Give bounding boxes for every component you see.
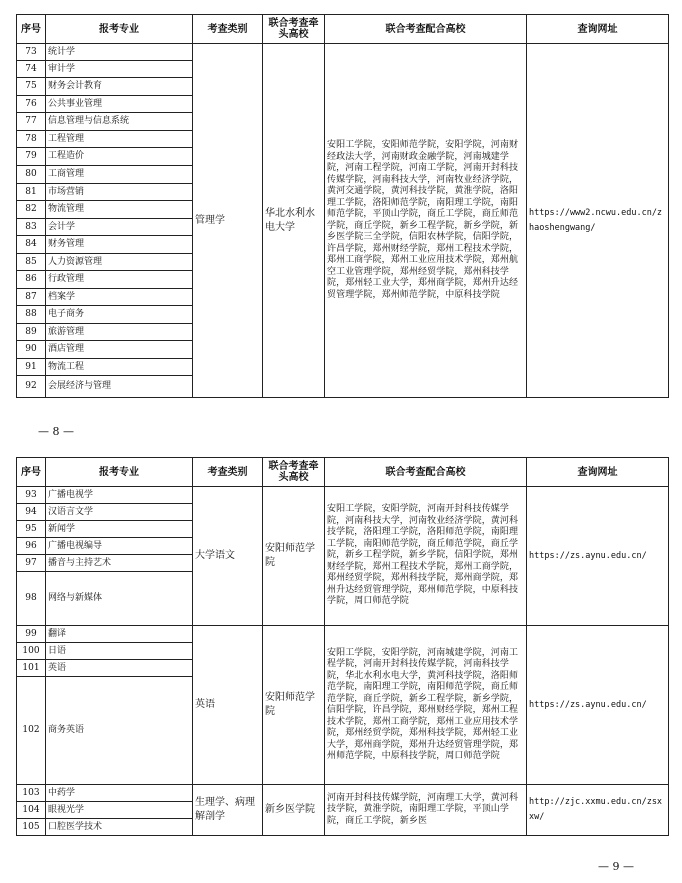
row-number: 88 [17,306,46,324]
table-row [17,626,669,643]
admissions-table-languages-medicine [16,457,669,836]
partner-colleges: 安阳工学院，安阳学院，河南城建学院，河南工程学院，河南开封科技传媒学院，河南科技学院，华北水利水电大学，黄河科技学院，洛阳师范学院，南阳理工学院，南阳师范学院，商丘师范学院，商丘学院，新乡工程学院，新乡学院，信阳学院，许昌学院，郑州财经学院，郑州工程技术学院，郑州工商学院，郑州工业应用技术学院，郑州经贸学院，郑州科技学院，郑州轻工业大学，郑州商学院，郑州升达经贸管理学院，郑州师范学院，中原科技学院，周口师范学院 [325,626,527,785]
header-num: 序号 [17,458,46,487]
header-num: 序号 [17,15,46,44]
row-number: 92 [17,376,46,398]
major-name: 广播电视编导 [46,538,193,555]
row-number: 82 [17,201,46,219]
major-name: 信息管理与信息系统 [46,113,193,131]
row-number: 96 [17,538,46,555]
admissions-table-management [16,14,669,398]
header-lead-college: 联合考查牵头高校 [263,15,325,44]
row-number: 102 [17,677,46,785]
major-name: 电子商务 [46,306,193,324]
major-name: 酒店管理 [46,341,193,359]
header-category: 考查类别 [193,458,263,487]
row-number: 91 [17,359,46,376]
major-name: 人力资源管理 [46,254,193,271]
table-header-row [17,458,669,487]
page-number: — 8 — [38,425,74,438]
major-name: 档案学 [46,289,193,306]
major-name: 审计学 [46,61,193,78]
row-number: 81 [17,184,46,201]
major-name: 行政管理 [46,271,193,289]
major-name: 旅游管理 [46,324,193,341]
lead-college: 安阳师范学院 [263,487,325,626]
lead-college: 安阳师范学院 [263,626,325,785]
row-number: 100 [17,643,46,660]
row-number: 77 [17,113,46,131]
query-url: https://zs.aynu.edu.cn/ [527,487,669,626]
major-name: 汉语言文学 [46,504,193,521]
major-name: 物流管理 [46,201,193,219]
header-major: 报考专业 [46,15,193,44]
row-number: 104 [17,802,46,819]
major-name: 新闻学 [46,521,193,538]
row-number: 89 [17,324,46,341]
major-name: 英语 [46,660,193,677]
row-number: 75 [17,78,46,96]
major-name: 广播电视学 [46,487,193,504]
header-partner-colleges: 联合考查配合高校 [325,15,527,44]
table-header-row [17,15,669,44]
major-name: 播音与主持艺术 [46,555,193,572]
header-partner-colleges: 联合考查配合高校 [325,458,527,487]
query-url: https://www2.ncwu.edu.cn/zhaoshengwang/ [527,44,669,398]
lead-college: 新乡医学院 [263,785,325,836]
header-category: 考查类别 [193,15,263,44]
row-number: 87 [17,289,46,306]
major-name: 商务英语 [46,677,193,785]
query-url: http://zjc.xxmu.edu.cn/zsxxw/ [527,785,669,836]
row-number: 86 [17,271,46,289]
partner-colleges: 安阳工学院，安阳师范学院，安阳学院，河南财经政法大学，河南财政金融学院，河南城建学院，河南工程学院，河南工学院，河南开封科技传媒学院，河南科技大学，河南牧业经济学院，黄河交通学院，黄河科技学院，黄淮学院，洛阳理工学院，洛阳师范学院，南阳理工学院，南阳师范学院，平顶山学院，商丘工学院，商丘师范学院，商丘学院，新乡工程学院，新乡学院，新乡医学院三全学院，信阳农林学院，信阳学院，许昌学院，郑州财经学院，郑州工程技术学院，郑州工商学院，郑州工业应用技术学院，郑州航空工业管理学院，郑州经贸学院，郑州科技学院，郑州轻工业大学，郑州商学院，郑州升达经贸管理学院，郑州师范学院，中原科技学院 [325,44,527,398]
row-number: 93 [17,487,46,504]
major-name: 统计学 [46,44,193,61]
row-number: 95 [17,521,46,538]
header-lead-college: 联合考查牵头高校 [263,458,325,487]
row-number: 101 [17,660,46,677]
row-number: 99 [17,626,46,643]
lead-college: 华北水利水电大学 [263,44,325,398]
row-number: 98 [17,572,46,626]
row-number: 105 [17,819,46,836]
major-name: 工程管理 [46,131,193,148]
row-number: 76 [17,96,46,113]
table-row [17,487,669,504]
major-name: 市场营销 [46,184,193,201]
exam-category: 英语 [193,626,263,785]
major-name: 眼视光学 [46,802,193,819]
major-name: 翻译 [46,626,193,643]
row-number: 78 [17,131,46,148]
header-query-url: 查询网址 [527,458,669,487]
row-number: 85 [17,254,46,271]
major-name: 中药学 [46,785,193,802]
row-number: 79 [17,148,46,166]
query-url: https://zs.aynu.edu.cn/ [527,626,669,785]
table-row [17,785,669,802]
major-name: 网络与新媒体 [46,572,193,626]
row-number: 83 [17,219,46,236]
row-number: 94 [17,504,46,521]
page-number: — 9 — [598,860,634,873]
row-number: 80 [17,166,46,184]
major-name: 日语 [46,643,193,660]
partner-colleges: 河南开封科技传媒学院，河南理工大学，黄河科技学院，黄淮学院，南阳理工学院，平顶山学院，商丘工学院，新乡医 [325,785,527,836]
major-name: 物流工程 [46,359,193,376]
exam-category: 大学语文 [193,487,263,626]
exam-category: 生理学、病理解剖学 [193,785,263,836]
major-name: 财务管理 [46,236,193,254]
major-name: 会计学 [46,219,193,236]
major-name: 公共事业管理 [46,96,193,113]
header-major: 报考专业 [46,458,193,487]
row-number: 74 [17,61,46,78]
row-number: 73 [17,44,46,61]
row-number: 90 [17,341,46,359]
major-name: 工商管理 [46,166,193,184]
row-number: 84 [17,236,46,254]
row-number: 103 [17,785,46,802]
major-name: 财务会计教育 [46,78,193,96]
exam-category: 管理学 [193,44,263,398]
major-name: 口腔医学技术 [46,819,193,836]
table-row [17,44,669,61]
header-query-url: 查询网址 [527,15,669,44]
partner-colleges: 安阳工学院，安阳学院，河南开封科技传媒学院，河南科技大学，河南牧业经济学院，黄河科技学院，洛阳理工学院，洛阳师范学院，南阳理工学院，南阳师范学院，商丘师范学院，商丘学院，新乡工程学院，新乡学院，信阳学院，郑州财经学院，郑州工程技术学院，郑州工商学院，郑州经贸学院，郑州科技学院，郑州商学院，郑州升达经贸管理学院，郑州师范学院，中原科技学院，周口师范学院 [325,487,527,626]
major-name: 会展经济与管理 [46,376,193,398]
row-number: 97 [17,555,46,572]
major-name: 工程造价 [46,148,193,166]
